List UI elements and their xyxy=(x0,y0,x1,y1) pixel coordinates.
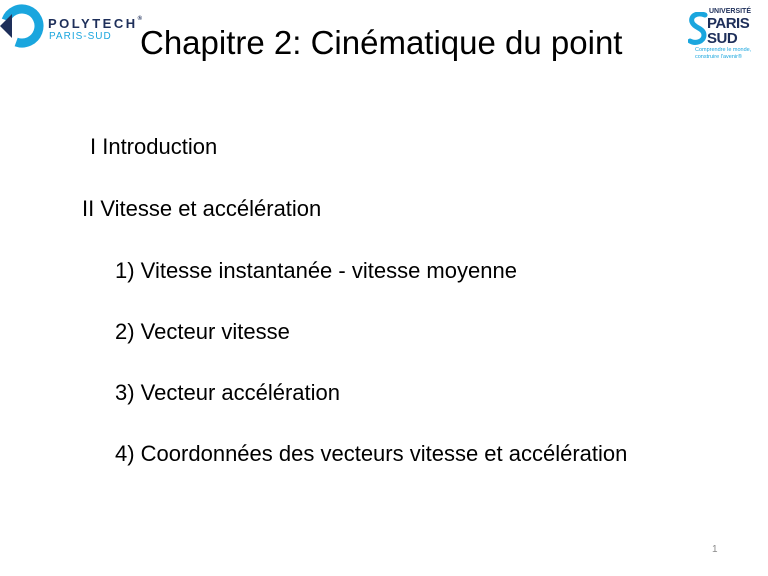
outline-subitem-coordonnees: 4) Coordonnées des vecteurs vitesse et accélération xyxy=(115,441,628,466)
ups-slogan-line-1: Comprendre le monde, xyxy=(695,47,752,53)
ups-slogan-line-2: construire l'avenir® xyxy=(695,53,742,60)
ups-universite-text: UNIVERSITÉ xyxy=(709,8,752,15)
outline-item-vitesse-acceleration: II Vitesse et accélération xyxy=(82,196,322,221)
outline-item-introduction: I Introduction xyxy=(90,134,218,159)
paris-sud-s-emblem-icon xyxy=(688,12,708,46)
outline-subitem-vecteur-vitesse: 2) Vecteur vitesse xyxy=(115,319,290,344)
outline-subitem-vitesse-instantanee: 1) Vitesse instantanée - vitesse moyenne xyxy=(115,258,517,283)
polytech-subname: PARIS-SUD xyxy=(49,31,112,42)
polytech-name: POLYTECH® xyxy=(48,16,143,31)
page-number: 1 xyxy=(712,544,718,555)
universite-paris-sud-logo xyxy=(688,6,762,64)
ups-sud-text: SUD xyxy=(707,30,738,47)
ups-paris-text: PARIS xyxy=(707,15,750,32)
polytech-logo xyxy=(0,4,160,48)
outline-subitem-vecteur-acceleration: 3) Vecteur accélération xyxy=(115,380,341,405)
slide-title: Chapitre 2: Cinématique du point xyxy=(140,24,623,61)
polytech-emblem-icon xyxy=(0,4,46,48)
ups-slogan xyxy=(695,47,751,60)
